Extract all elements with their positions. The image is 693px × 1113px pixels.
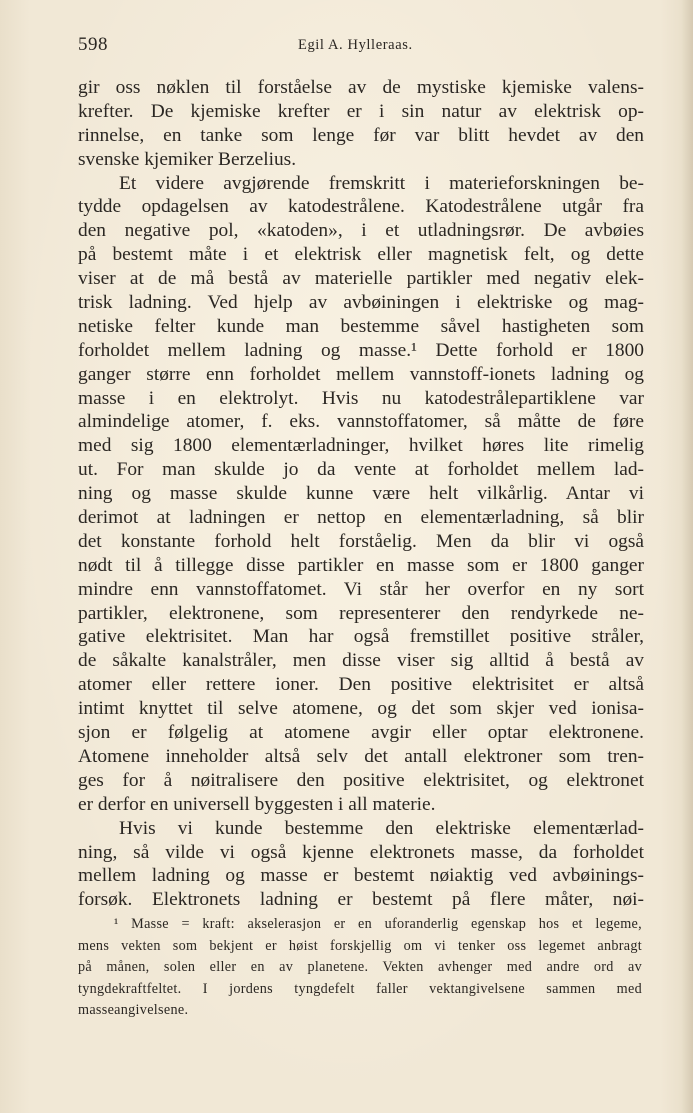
page-edge-shadow — [681, 0, 693, 1113]
page-header — [78, 34, 643, 58]
page-number: 598 — [78, 34, 108, 55]
body-line: ganger større enn forholdet mellem vannstoff-ionets ladning og — [78, 363, 644, 385]
body-line: partikler, elektronene, som representerer den rendyrkede ne- — [78, 602, 644, 624]
body-line: netiske felter kunde man bestemme såvel hastigheten som — [78, 315, 644, 337]
body-line: nødt til å tillegge disse partikler en masse som er 1800 ganger — [78, 554, 644, 576]
body-line: det konstante forhold helt forståelig. Men da blir vi også — [78, 530, 644, 552]
body-line: ning og masse skulde kunne være helt vilkårlig. Antar vi — [78, 483, 644, 505]
footnote-line: tyngdekraftfeltet. I jordens tyngdefelt faller vektangivelsene sammen med — [78, 980, 642, 997]
body-line: mellem ladning og masse er bestemt nøiaktig ved avbøinings- — [78, 865, 644, 887]
body-line: de såkalte kanalstråler, men disse viser sig alltid å bestå av — [78, 650, 644, 672]
body-line: tydde opdagelsen av katodestrålene. Katodestrålene utgår fra — [78, 196, 644, 218]
body-line: masse i en elektrolyt. Hvis nu katodestrålepartiklene var — [78, 387, 644, 409]
body-line: ges for å nøitralisere den positive elektrisitet, og elektronet — [78, 769, 644, 791]
body-line: forholdet mellem ladning og masse.¹ Dette forhold er 1800 — [78, 339, 644, 361]
body-line: rinnelse, en tanke som lenge før var blitt hevdet av den — [78, 124, 644, 146]
body-line: intimt knyttet til selve atomene, og det som skjer ved ionisa- — [78, 698, 644, 720]
body-line: er derfor en universell byggesten i all materie. — [78, 793, 436, 815]
body-line: den negative pol, «katoden», i et utladningsrør. De avbøies — [78, 220, 644, 242]
footnotes — [78, 914, 642, 1022]
body-line: Atomene inneholder altså selv det antall elektroner som tren- — [78, 745, 644, 767]
body-line: svenske kjemiker Berzelius. — [78, 148, 297, 170]
body-text — [78, 76, 644, 912]
body-line: sjon er følgelig at atomene avgir eller optar elektronene. — [78, 722, 644, 744]
body-line: Et videre avgjørende fremskritt i materieforskningen be- — [119, 172, 644, 194]
footnote-line: på månen, solen eller en av planetene. Vekten avhenger med andre ord av — [78, 959, 642, 976]
body-line: krefter. De kjemiske krefter er i sin natur av elektrisk op- — [78, 100, 644, 122]
body-line: ut. For man skulde jo da vente at forholdet mellem lad- — [78, 459, 644, 481]
body-line: trisk ladning. Ved hjelp av avbøiningen i elektriske og mag- — [78, 292, 644, 314]
body-line: gative elektrisitet. Man har også fremstillet positive stråler, — [78, 626, 644, 648]
body-line: forsøk. Elektronets ladning er bestemt på flere måter, nøi- — [78, 889, 644, 911]
body-line: mindre enn vannstoffatomet. Vi står her overfor en ny sort — [78, 578, 644, 600]
body-line: atomer eller rettere ioner. Den positive elektrisitet er altså — [78, 674, 644, 696]
body-line: almindelige atomer, f. eks. vannstoffatomer, så måtte de føre — [78, 411, 644, 433]
running-head: Egil A. Hylleraas. — [298, 37, 413, 53]
body-line: med sig 1800 elementærladninger, hvilket høres lite rimelig — [78, 435, 644, 457]
body-line: viser at de må bestå av materielle partikler med negativ elek- — [78, 268, 644, 290]
body-line: derimot at ladningen er nettop en elementærladning, så blir — [78, 507, 644, 529]
footnote-line: ¹ Masse = kraft: akselerasjon er en uforanderlig egenskap hos et legeme, — [114, 916, 642, 932]
body-line: ning, så vilde vi også kjenne elektronets masse, da forholdet — [78, 841, 644, 863]
body-line: Hvis vi kunde bestemme den elektriske elementærlad- — [119, 817, 644, 839]
footnote-line: masseangivelsene. — [78, 1002, 189, 1019]
footnote-line: mens vekten som bekjent er høist forskjellig om vi tenker oss legemet anbragt — [78, 937, 642, 954]
body-line: på bestemt måte i et elektrisk eller magnetisk felt, og dette — [78, 244, 644, 266]
body-line: gir oss nøklen til forståelse av de mystiske kjemiske valens- — [78, 77, 644, 98]
